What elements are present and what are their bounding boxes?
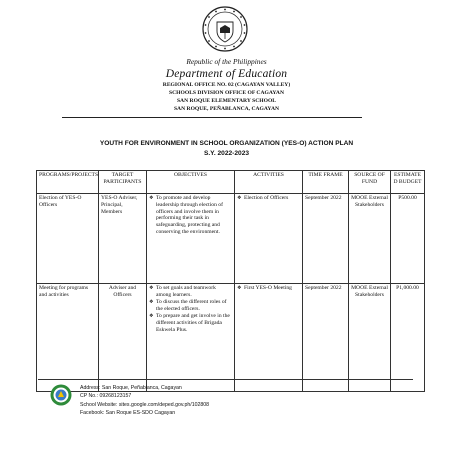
objective-item: ❖ To discuss the different roles of the elected officers. [156,299,232,313]
header-divider [62,117,362,118]
footer-website: School Website: sites.google.com/deped.gov.ph/102808 [80,401,210,408]
cell-source-of-fund: MOOE External Stakeholders [349,284,391,392]
republic-label: Republic of the Philippines [186,57,267,66]
footer-divider [38,379,413,380]
table-header-row [37,171,425,194]
table-row [37,194,425,284]
table-row [37,284,425,392]
activity-item: ❖ First YES-O Meeting [244,285,300,292]
school-year: S.Y. 2022-2023 [203,150,250,157]
action-plan-table [36,170,425,392]
footer-contact-info [80,384,209,417]
cell-program: Election of YES-O Officers [37,194,99,284]
header-source-of-fund: SOURCE OF FUND [349,171,391,194]
cell-activities [235,284,303,392]
department-name: Department of Education [165,68,288,80]
cell-objectives [147,194,235,284]
cell-objectives [147,284,235,392]
document-title: YOUTH FOR ENVIRONMENT IN SCHOOL ORGANIZATION (YES-O) ACTION PLAN [99,140,354,147]
division-office: SCHOOLS DIVISION OFFICE OF CAGAYAN [168,90,284,96]
header-budget: ESTIMATE D BUDGET [391,171,425,194]
objective-item: ❖ To promote and develop leadership through election of officers and involve them in performing their task in safeguarding, protecting and conserving the environment. [156,195,232,236]
regional-office: REGIONAL OFFICE NO. 02 (CAGAYAN VALLEY) [162,82,291,88]
cell-budget: P1,000.00 [391,284,425,392]
footer-phone: CP No.: 09268123157 [80,393,132,400]
header-programs: PROGRAMS/PROJECTS [37,171,99,194]
school-name: SAN ROQUE ELEMENTARY SCHOOL [176,98,277,104]
header-objectives: OBJECTIVES [147,171,235,194]
header-activities: ACTIVITIES [235,171,303,194]
cell-source-of-fund: MOOE External Stakeholders [349,194,391,284]
deped-seal-logo [202,6,248,52]
school-address: SAN ROQUE, PEÑABLANCA, CAGAYAN [173,106,280,112]
header-participants: TARGET PARTICIPANTS [99,171,147,194]
activity-item: ❖ Election of Officers [244,195,300,202]
objective-item: ❖ To set goals and teamwork among learners. [156,285,232,299]
cell-time-frame: September 2022 [303,194,349,284]
objective-item: ❖ To prepare and get involve in the different activities of Brigada Eskwela Plus. [156,313,232,333]
cell-time-frame: September 2022 [303,284,349,392]
cell-activities [235,194,303,284]
footer-facebook: Facebook: San Roque ES-SDO Cagayan [80,409,176,416]
cell-program: Meeting for programs and activities [37,284,99,392]
header-time-frame: TIME FRAME [303,171,349,194]
cell-budget: P500.00 [391,194,425,284]
cell-participants: Adviser and Officers [99,284,147,392]
school-logo [50,384,72,406]
footer-address: Address: San Roque, Peñablanca, Cagayan [80,385,182,391]
cell-participants: YES-O Adviser, Principal, Members [99,194,147,284]
